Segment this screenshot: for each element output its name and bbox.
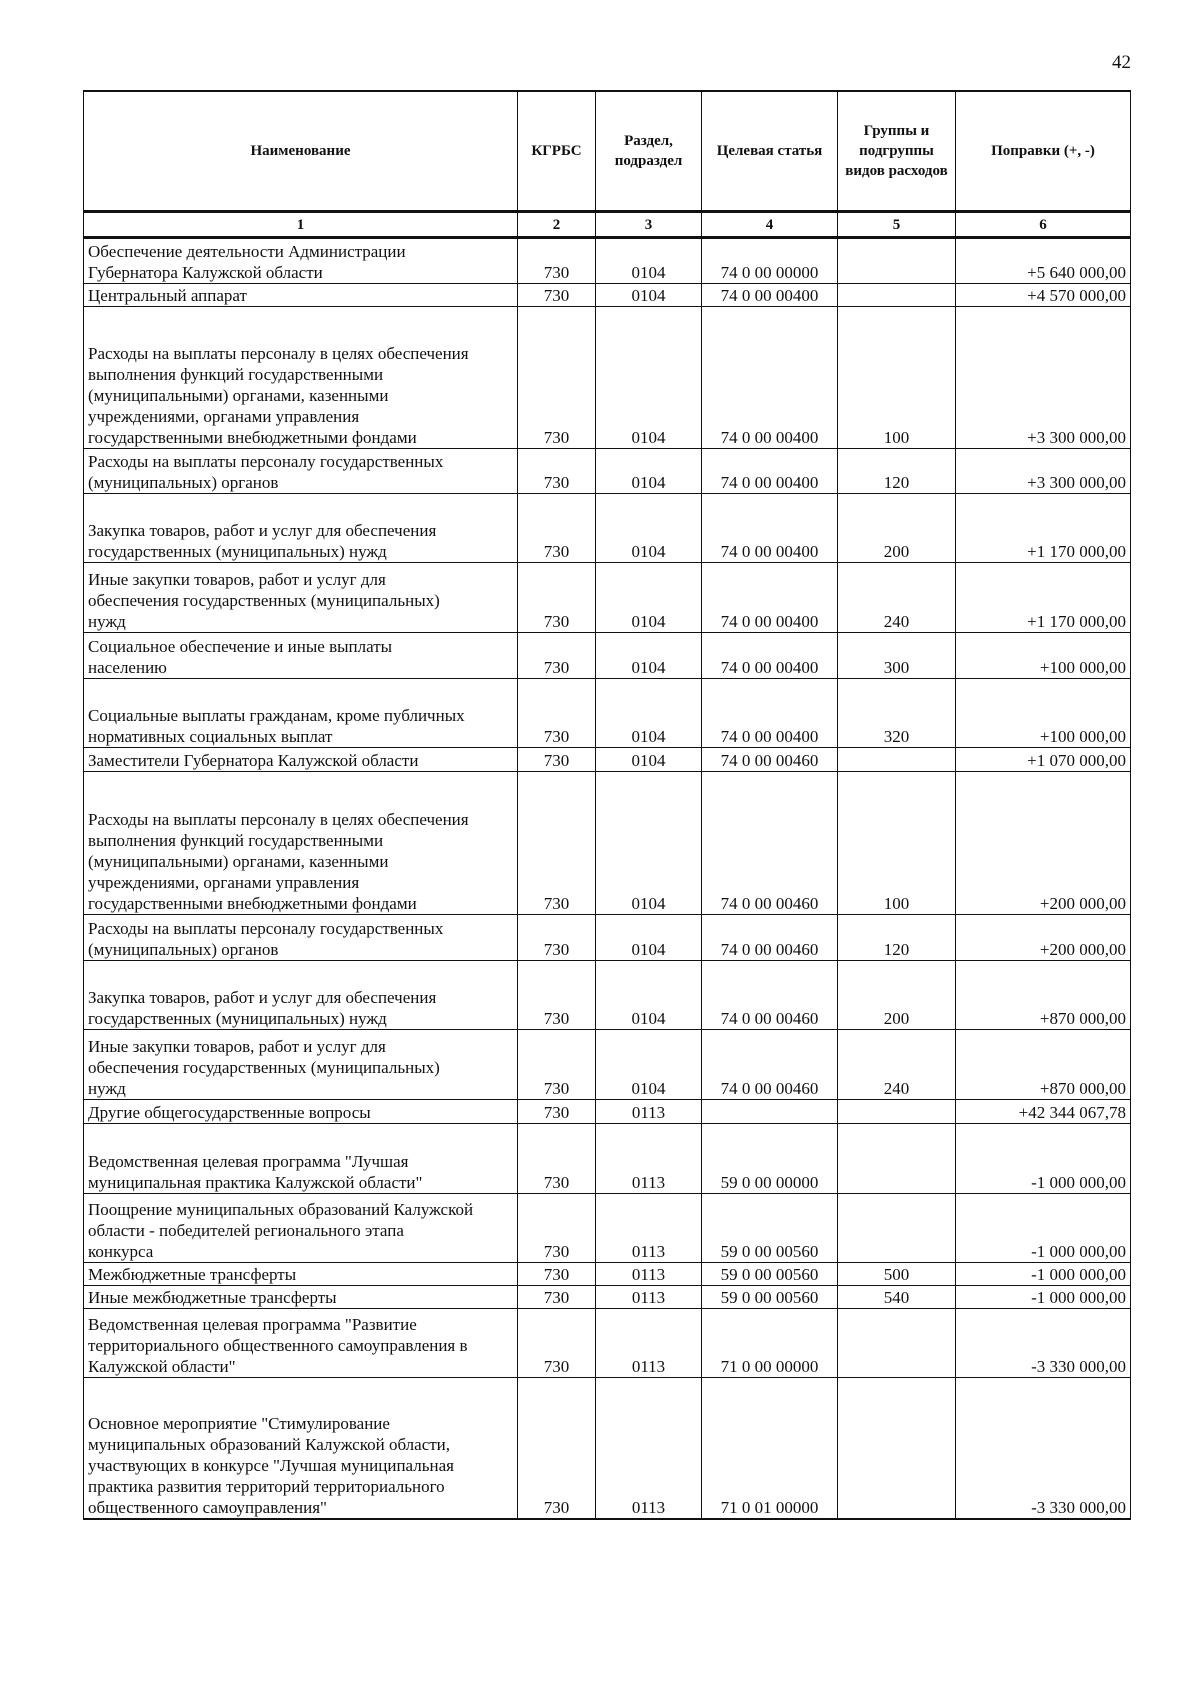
table-row: [84, 633, 1131, 679]
row-target-article: 74 0 00 00000: [702, 238, 838, 284]
row-name: Иные межбюджетные трансферты: [84, 1286, 518, 1309]
row-name: Иные закупки товаров, работ и услуг для обеспечения государственных (муниципальных) нужд: [84, 1030, 518, 1100]
row-kgrbs: 730: [518, 1100, 596, 1124]
column-number: 5: [838, 212, 956, 238]
row-kgrbs: 730: [518, 1309, 596, 1378]
row-amendment: -3 330 000,00: [956, 1378, 1131, 1519]
page-number: 42: [1112, 52, 1131, 73]
table-row: [84, 748, 1131, 772]
row-name: Основное мероприятие "Стимулирование муниципальных образований Калужской области, участвующих в конкурсе "Лучшая муниципальная практика развития территорий территориального общественного самоуправления": [84, 1378, 518, 1519]
row-expense-group: [838, 1124, 956, 1194]
row-kgrbs: 730: [518, 284, 596, 307]
row-expense-group: 500: [838, 1263, 956, 1286]
row-target-article: [702, 1100, 838, 1124]
row-expense-group: 100: [838, 307, 956, 449]
row-name: Обеспечение деятельности Администрации Губернатора Калужской области: [84, 238, 518, 284]
row-section: 0113: [596, 1263, 702, 1286]
row-name: Ведомственная целевая программа "Лучшая муниципальная практика Калужской области": [84, 1124, 518, 1194]
row-amendment: +100 000,00: [956, 679, 1131, 748]
table-row: [84, 307, 1131, 449]
row-target-article: 74 0 00 00460: [702, 748, 838, 772]
row-target-article: 74 0 00 00400: [702, 679, 838, 748]
row-target-article: 74 0 00 00400: [702, 449, 838, 494]
row-section: 0113: [596, 1124, 702, 1194]
row-kgrbs: 730: [518, 748, 596, 772]
row-name: Социальные выплаты гражданам, кроме публичных нормативных социальных выплат: [84, 679, 518, 748]
header-row: [84, 91, 1131, 212]
row-target-article: 74 0 00 00460: [702, 915, 838, 961]
row-kgrbs: 730: [518, 1194, 596, 1263]
table-row: [84, 961, 1131, 1030]
table-row: [84, 494, 1131, 563]
row-expense-group: [838, 284, 956, 307]
row-name: Расходы на выплаты персоналу государственных (муниципальных) органов: [84, 915, 518, 961]
row-target-article: 74 0 00 00400: [702, 284, 838, 307]
table-row: [84, 563, 1131, 633]
column-number-row: [84, 212, 1131, 238]
row-expense-group: 200: [838, 961, 956, 1030]
row-expense-group: 100: [838, 772, 956, 915]
row-expense-group: 300: [838, 633, 956, 679]
header-amendments: Поправки (+, -): [956, 91, 1131, 212]
row-section: 0104: [596, 633, 702, 679]
row-kgrbs: 730: [518, 1124, 596, 1194]
row-kgrbs: 730: [518, 961, 596, 1030]
row-kgrbs: 730: [518, 238, 596, 284]
row-name: Другие общегосударственные вопросы: [84, 1100, 518, 1124]
row-amendment: -1 000 000,00: [956, 1286, 1131, 1309]
table-row: [84, 1263, 1131, 1286]
column-number: 1: [84, 212, 518, 238]
row-kgrbs: 730: [518, 772, 596, 915]
row-target-article: 74 0 00 00400: [702, 633, 838, 679]
row-target-article: 59 0 00 00560: [702, 1194, 838, 1263]
row-section: 0113: [596, 1100, 702, 1124]
table-row: [84, 1030, 1131, 1100]
header-target: Целевая статья: [702, 91, 838, 212]
table-row: [84, 1378, 1131, 1519]
row-expense-group: 200: [838, 494, 956, 563]
row-name: Закупка товаров, работ и услуг для обеспечения государственных (муниципальных) нужд: [84, 961, 518, 1030]
row-amendment: -3 330 000,00: [956, 1309, 1131, 1378]
row-expense-group: 240: [838, 563, 956, 633]
row-name: Расходы на выплаты персоналу в целях обеспечения выполнения функций государственными (муниципальными) органами, казенными учреждениями, органами управления государственными внебюджетными фондами: [84, 307, 518, 449]
table-row: [84, 284, 1131, 307]
row-expense-group: [838, 1378, 956, 1519]
row-expense-group: [838, 1100, 956, 1124]
row-section: 0104: [596, 772, 702, 915]
row-expense-group: 120: [838, 449, 956, 494]
row-expense-group: 320: [838, 679, 956, 748]
row-name: Ведомственная целевая программа "Развитие территориального общественного самоуправления в Калужской области": [84, 1309, 518, 1378]
row-section: 0104: [596, 307, 702, 449]
row-name: Расходы на выплаты персоналу в целях обеспечения выполнения функций государственными (муниципальными) органами, казенными учреждениями, органами управления государственными внебюджетными фондами: [84, 772, 518, 915]
row-amendment: +3 300 000,00: [956, 449, 1131, 494]
row-expense-group: [838, 1309, 956, 1378]
table-row: [84, 238, 1131, 284]
row-section: 0104: [596, 449, 702, 494]
row-section: 0104: [596, 494, 702, 563]
row-name: Расходы на выплаты персоналу государственных (муниципальных) органов: [84, 449, 518, 494]
row-amendment: +1 170 000,00: [956, 563, 1131, 633]
row-amendment: +5 640 000,00: [956, 238, 1131, 284]
row-section: 0104: [596, 961, 702, 1030]
row-target-article: 74 0 00 00460: [702, 961, 838, 1030]
row-section: 0104: [596, 284, 702, 307]
column-number: 3: [596, 212, 702, 238]
budget-table: [83, 90, 1131, 1520]
table-row: [84, 1124, 1131, 1194]
table-row: [84, 679, 1131, 748]
table-row: [84, 449, 1131, 494]
row-kgrbs: 730: [518, 915, 596, 961]
row-name: Поощрение муниципальных образований Калужской области - победителей регионального этапа конкурса: [84, 1194, 518, 1263]
row-target-article: 74 0 00 00460: [702, 1030, 838, 1100]
row-amendment: +1 170 000,00: [956, 494, 1131, 563]
row-target-article: 71 0 00 00000: [702, 1309, 838, 1378]
row-target-article: 59 0 00 00560: [702, 1263, 838, 1286]
row-target-article: 74 0 00 00400: [702, 563, 838, 633]
table-row: [84, 1100, 1131, 1124]
row-kgrbs: 730: [518, 1030, 596, 1100]
header-name: Наименование: [84, 91, 518, 212]
row-section: 0104: [596, 748, 702, 772]
row-name: Закупка товаров, работ и услуг для обеспечения государственных (муниципальных) нужд: [84, 494, 518, 563]
table-row: [84, 1286, 1131, 1309]
row-kgrbs: 730: [518, 1378, 596, 1519]
row-target-article: 74 0 00 00460: [702, 772, 838, 915]
row-amendment: +3 300 000,00: [956, 307, 1131, 449]
row-amendment: +200 000,00: [956, 772, 1131, 915]
row-amendment: +200 000,00: [956, 915, 1131, 961]
table-row: [84, 1309, 1131, 1378]
row-name: Заместители Губернатора Калужской области: [84, 748, 518, 772]
row-amendment: +42 344 067,78: [956, 1100, 1131, 1124]
row-kgrbs: 730: [518, 633, 596, 679]
row-name: Центральный аппарат: [84, 284, 518, 307]
header-kgrbs: КГРБС: [518, 91, 596, 212]
row-kgrbs: 730: [518, 1286, 596, 1309]
row-kgrbs: 730: [518, 494, 596, 563]
row-target-article: 59 0 00 00560: [702, 1286, 838, 1309]
row-kgrbs: 730: [518, 1263, 596, 1286]
table-row: [84, 915, 1131, 961]
row-section: 0113: [596, 1309, 702, 1378]
column-number: 2: [518, 212, 596, 238]
row-section: 0104: [596, 563, 702, 633]
row-amendment: -1 000 000,00: [956, 1263, 1131, 1286]
row-target-article: 71 0 01 00000: [702, 1378, 838, 1519]
table-row: [84, 772, 1131, 915]
row-section: 0113: [596, 1286, 702, 1309]
row-name: Социальное обеспечение и иные выплаты населению: [84, 633, 518, 679]
row-amendment: -1 000 000,00: [956, 1124, 1131, 1194]
row-kgrbs: 730: [518, 563, 596, 633]
row-amendment: +100 000,00: [956, 633, 1131, 679]
row-expense-group: [838, 748, 956, 772]
row-amendment: +870 000,00: [956, 1030, 1131, 1100]
row-expense-group: 240: [838, 1030, 956, 1100]
row-section: 0113: [596, 1378, 702, 1519]
row-name: Межбюджетные трансферты: [84, 1263, 518, 1286]
header-section: Раздел, подраздел: [596, 91, 702, 212]
row-name: Иные закупки товаров, работ и услуг для обеспечения государственных (муниципальных) нужд: [84, 563, 518, 633]
row-target-article: 74 0 00 00400: [702, 494, 838, 563]
row-section: 0104: [596, 915, 702, 961]
row-target-article: 59 0 00 00000: [702, 1124, 838, 1194]
table-row: [84, 1194, 1131, 1263]
row-amendment: +4 570 000,00: [956, 284, 1131, 307]
row-amendment: +870 000,00: [956, 961, 1131, 1030]
row-expense-group: [838, 1194, 956, 1263]
row-expense-group: 120: [838, 915, 956, 961]
row-kgrbs: 730: [518, 679, 596, 748]
header-groups: Группы и подгруппы видов расходов: [838, 91, 956, 212]
row-target-article: 74 0 00 00400: [702, 307, 838, 449]
row-section: 0104: [596, 1030, 702, 1100]
row-amendment: +1 070 000,00: [956, 748, 1131, 772]
row-section: 0104: [596, 238, 702, 284]
row-kgrbs: 730: [518, 449, 596, 494]
column-number: 6: [956, 212, 1131, 238]
row-kgrbs: 730: [518, 307, 596, 449]
row-expense-group: 540: [838, 1286, 956, 1309]
column-number: 4: [702, 212, 838, 238]
row-section: 0104: [596, 679, 702, 748]
row-amendment: -1 000 000,00: [956, 1194, 1131, 1263]
row-section: 0113: [596, 1194, 702, 1263]
row-expense-group: [838, 238, 956, 284]
